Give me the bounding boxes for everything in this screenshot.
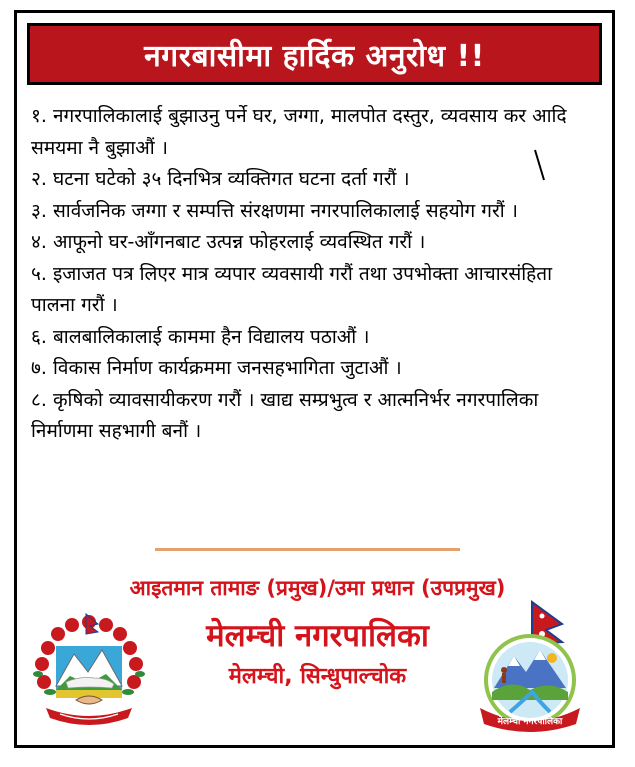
request-item-2: २. घटना घटेको ३५ दिनभित्र व्यक्तिगत घटना दर्ता गरौं । xyxy=(31,168,410,190)
request-item-4: ४. आफूनो घर-आँगनबाट उत्पन्न फोहरलाई व्यवस्थित गरौं । xyxy=(31,231,426,253)
logo-caption: मेलम्ची नगरपालिका xyxy=(497,717,563,727)
request-item-7: ७. विकास निर्माण कार्यक्रममा जनसहभागिता जुटाऔं । xyxy=(31,357,402,379)
request-item-5: ५. इजाजत पत्र लिएर मात्र व्यपार व्यवसायी गरौं तथा उपभोक्ता आचारसंहिता पालना गरौं । xyxy=(31,262,552,316)
request-item-6: ६. बालबालिकालाई काममा हैन विद्यालय पठाऔं । xyxy=(31,325,370,348)
notice-title-banner xyxy=(27,23,602,85)
municipality-address: मेलम्ची, सिन्धुपाल्चोक xyxy=(228,664,407,689)
request-item-8: ८. कृषिको व्यावसायीकरण गरौं । खाद्य सम्प्रभुत्व र आत्मनिर्भर नगरपालिका निर्माणमा सहभागी बनौं । xyxy=(31,388,539,442)
request-item-3: ३. सार्वजनिक जग्गा र सम्पत्ति संरक्षणमा नगरपालिकालाई सहयोग गरौं । xyxy=(31,199,518,222)
nepal-government-emblem-icon xyxy=(30,612,148,730)
footer-divider xyxy=(155,548,460,551)
municipality-name: मेलम्ची नगरपालिका xyxy=(206,618,429,654)
request-list xyxy=(31,101,598,448)
officials-line: आइतमान तामाङ (प्रमुख)/उमा प्रधान (उपप्रमुख) xyxy=(129,576,506,600)
pen-stroke-mark xyxy=(533,148,547,182)
melamchi-municipality-logo-icon xyxy=(470,600,590,732)
request-item-1: १. नगरपालिकालाई बुझाउनु पर्ने घर, जग्गा, मालपोत दस्तुर, व्यवसाय कर आदि समयमा नै बुझाऔं । xyxy=(31,105,567,159)
notice-title: नगरबासीमा हार्दिक अनुरोध !! xyxy=(144,38,485,74)
